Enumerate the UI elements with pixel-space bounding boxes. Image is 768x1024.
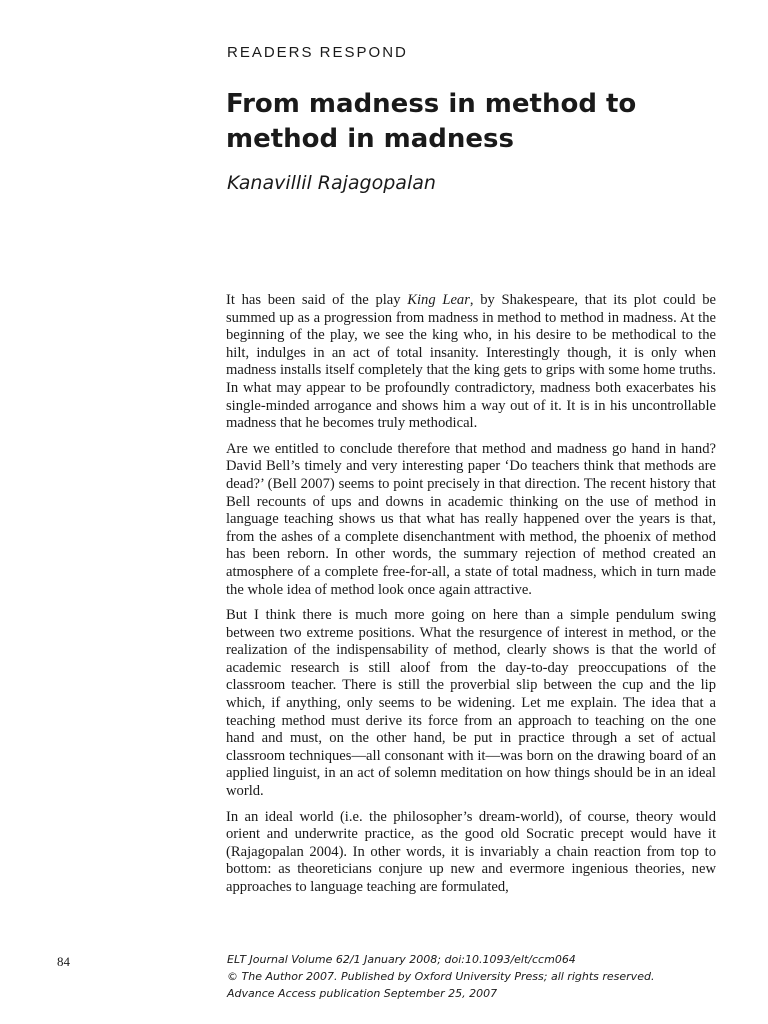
play-title: King Lear <box>407 292 470 308</box>
section-label: READERS RESPOND <box>227 44 408 61</box>
paragraph: In an ideal world (i.e. the philosopher’s dream-world), of course, theory would orient and underwrite practice, as the good old Socratic precept would have it (Rajagopalan 2004). In other words, it is invariably a chain reaction from top to bottom: as theoreticians conjure up new and evermore ingenious theories, new approaches to language teaching are formulated, <box>226 808 716 895</box>
author-name: Kanavillil Rajagopalan <box>227 172 436 194</box>
page-number: 84 <box>57 954 70 969</box>
paragraph: But I think there is much more going on here than a simple pendulum swing between two extreme positions. What the resurgence of interest in method, or the realization of the indispensability of method, clearly shows is that the world of academic research is still aloof from the day-to-day preoccupations of the classroom teacher. There is still the proverbial slip between the cup and the lip which, if anything, only seems to be widening. Let me explain. The idea that a teaching method must derive its force from an approach to teaching on the one hand and must, on the other hand, be put in practice through a set of actual classroom techniques—all consonant with it—was born on the drawing board of an applied linguist, in an act of solemn meditation on how things should be in an ideal world. <box>226 607 716 800</box>
copyright-notice: © The Author 2007. Published by Oxford University Press; all rights reserved. <box>227 970 655 983</box>
paragraph: It has been said of the play King Lear, by Shakespeare, that its plot could be summed up as a progression from madness in method to method in madness. At the beginning of the play, we see the king who, in his desire to be methodical to the hilt, indulges in an act of total insanity. Interestingly though, it is only when madness installs itself completely that the king gets to grips with some home truths. In what may appear to be profoundly contradictory, madness both exacerbates his single-minded arrogance and shows him a way out of it. It is in his uncontrollable madness that he becomes truly methodical. <box>226 292 717 432</box>
article-title: From madness in method to method in madness <box>226 89 637 154</box>
article-body <box>226 292 716 897</box>
advance-access-note: Advance Access publication September 25, 2007 <box>227 987 498 1000</box>
paragraph: Are we entitled to conclude therefore that method and madness go hand in hand? David Bell’s timely and very interesting paper ‘Do teachers think that methods are dead?’ (Bell 2007) seems to point precisely in that direction. The recent history that Bell recounts of ups and downs in academic thinking on the use of method in language teaching shows us that what has really happened over the years is that, from the ashes of a complete disenchantment with method, the phoenix of method has been reborn. In other words, the summary rejection of method created an atmosphere of a complete free-for-all, a state of total madness, which in turn made the whole idea of method look once again attractive. <box>226 440 716 598</box>
footer-citation <box>227 951 707 1002</box>
journal-citation: ELT Journal Volume 62/1 January 2008; doi:10.1093/elt/ccm064 <box>227 953 576 966</box>
